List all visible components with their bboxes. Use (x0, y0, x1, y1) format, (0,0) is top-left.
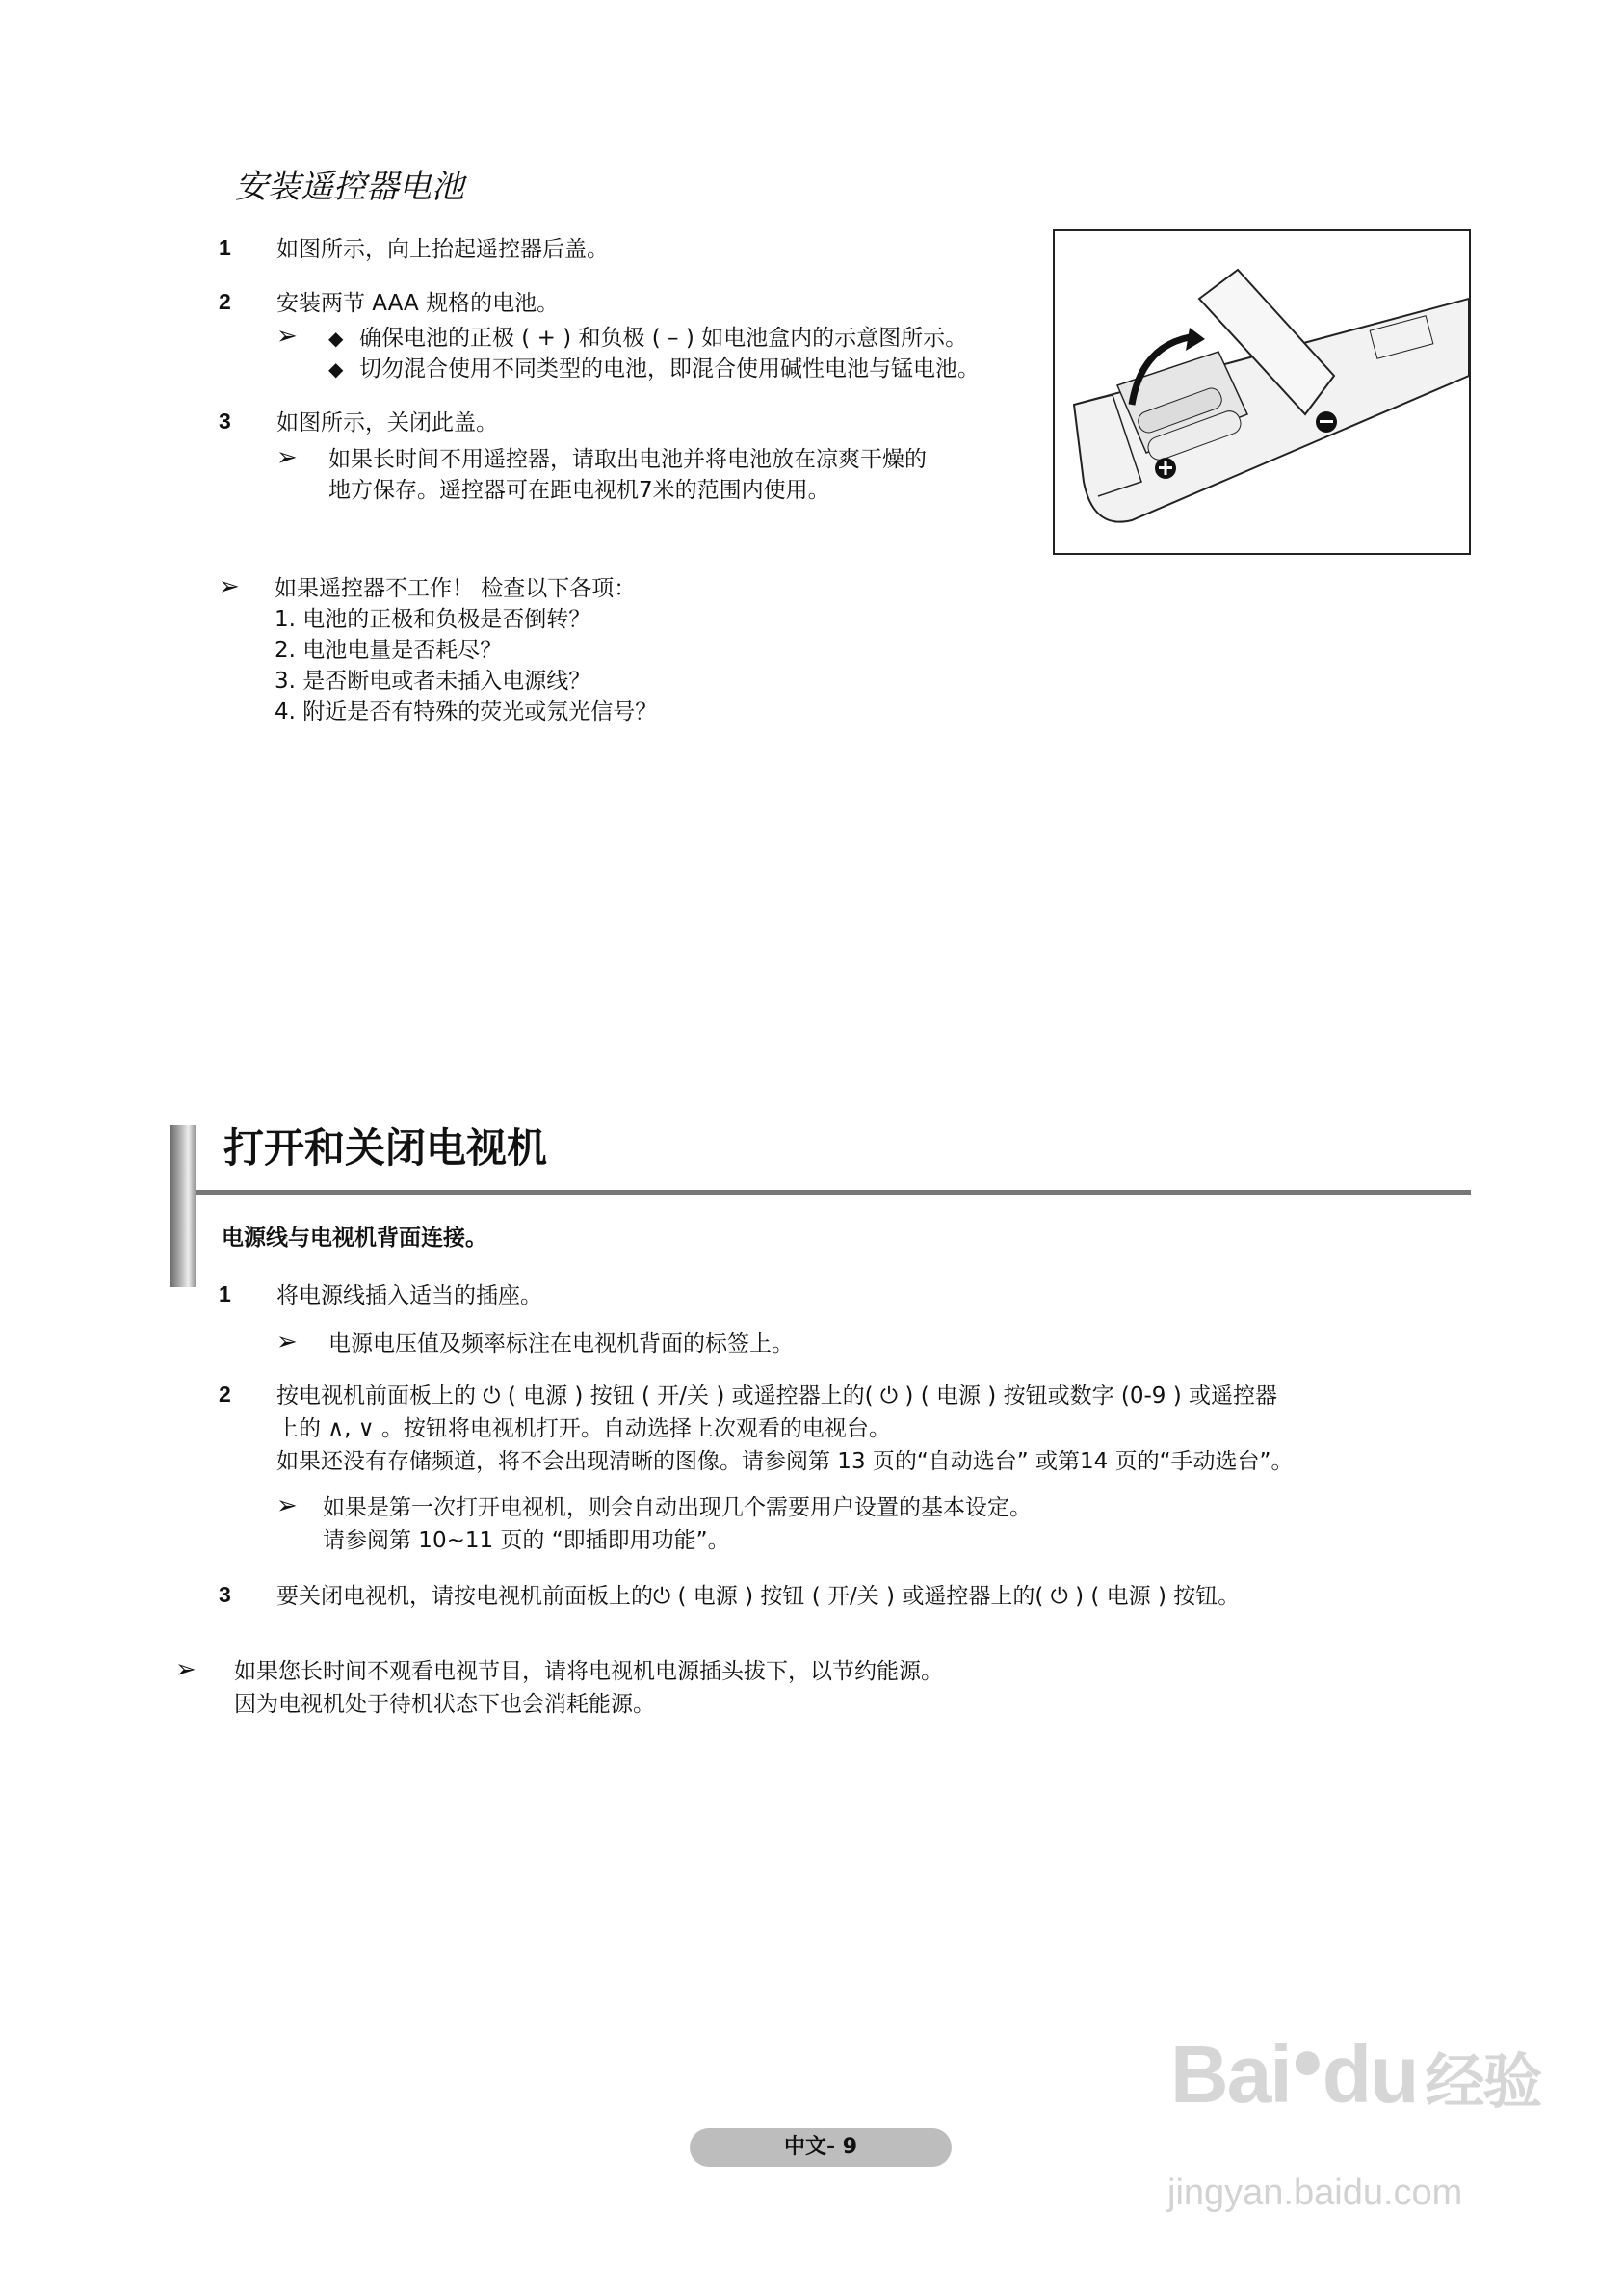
note-arrow-icon: ➢ (276, 443, 298, 472)
note-arrow-icon: ➢ (175, 1655, 196, 1684)
paw-icon: ● (1290, 2029, 1323, 2092)
section-title-battery: 安装遥控器电池 (235, 168, 464, 206)
remote-battery-drawing (1055, 231, 1469, 553)
note-arrow-icon: ➢ (276, 322, 298, 351)
trouble-item: 2. 电池电量是否耗尽？ (275, 638, 503, 663)
step-number: 3 (219, 409, 231, 434)
step-text: 按电视机前面板上的 ⏻ ( 电源 ) 按钮 ( 开/关 ) 或遥控器上的( ⏻ ) ( 电源 ) 按钮或数字 (0-9 ) 或遥控器 (276, 1384, 1278, 1409)
bullet-text: 切勿混合使用不同类型的电池，即混合使用碱性电池与锰电池。 (359, 356, 980, 382)
note-arrow-icon: ➢ (276, 1491, 298, 1520)
watermark-brand3: 经验 (1425, 2049, 1541, 2116)
note-text: 地方保存。遥控器可在距电视机7米的范围内使用。 (328, 478, 830, 503)
trouble-item: 4. 附近是否有特殊的荧光或氖光信号？ (275, 699, 658, 725)
step-number: 1 (219, 235, 231, 260)
final-note: 因为电视机处于待机状态下也会消耗能源。 (234, 1692, 655, 1717)
watermark-logo (1170, 2028, 1540, 2122)
bullet-diamond-icon: ◆ (328, 327, 344, 350)
step-number: 2 (219, 289, 231, 314)
page-number-label: 中文- 9 (690, 2128, 952, 2167)
watermark-brand2: du (1322, 2029, 1418, 2120)
section-intro: 电源线与电视机背面连接。 (222, 1226, 487, 1251)
trouble-item: 3. 是否断电或者未插入电源线？ (275, 669, 591, 694)
step-text: 安装两节 AAA 规格的电池。 (276, 291, 560, 316)
section-bar-decoration (170, 1125, 196, 1287)
bullet-diamond-icon: ◆ (328, 357, 344, 381)
battery-illustration (1053, 229, 1471, 555)
step-text: 将电源线插入适当的插座。 (276, 1283, 542, 1308)
step-number: 3 (219, 1582, 231, 1607)
note-text: 如果是第一次打开电视机，则会自动出现几个需要用户设置的基本设定。 (323, 1495, 1032, 1520)
watermark-brand: Bai (1170, 2029, 1291, 2120)
note-arrow-icon: ➢ (219, 572, 240, 601)
step-text: 如果还没有存储频道，将不会出现清晰的图像。请参阅第 13 页的“自动选台” 或第14 页的“手动选台”。 (276, 1449, 1294, 1474)
section-rule (196, 1190, 1471, 1195)
note-text: 如果长时间不用遥控器，请取出电池并将电池放在凉爽干燥的 (328, 447, 927, 472)
trouble-intro: 如果遥控器不工作！ 检查以下各项： (275, 576, 637, 601)
note-text: 电源电压值及频率标注在电视机背面的标签上。 (328, 1331, 794, 1357)
step-text: 上的 ∧, ∨ 。按钮将电视机打开。自动选择上次观看的电视台。 (276, 1416, 891, 1441)
bullet-text: 确保电池的正极 ( + ) 和负极 ( – ) 如电池盒内的示意图所示。 (359, 326, 968, 351)
watermark-url: jingyan.baidu.com (1167, 2173, 1463, 2213)
note-arrow-icon: ➢ (276, 1328, 298, 1357)
trouble-item: 1. 电池的正极和负极是否倒转？ (275, 607, 591, 632)
final-note: 如果您长时间不观看电视节目，请将电视机电源插头拔下，以节约能源。 (234, 1659, 943, 1684)
step-number: 2 (219, 1382, 231, 1407)
step-number: 1 (219, 1281, 231, 1306)
note-text: 请参阅第 10~11 页的 “即插即用功能”。 (323, 1528, 730, 1553)
step-text: 如图所示，向上抬起遥控器后盖。 (276, 237, 609, 262)
section-title-power: 打开和关闭电视机 (223, 1124, 548, 1172)
step-text: 如图所示，关闭此盖。 (276, 410, 498, 435)
step-text: 要关闭电视机，请按电视机前面板上的⏻ ( 电源 ) 按钮 ( 开/关 ) 或遥控器上的( ⏻ ) ( 电源 ) 按钮。 (276, 1584, 1241, 1609)
